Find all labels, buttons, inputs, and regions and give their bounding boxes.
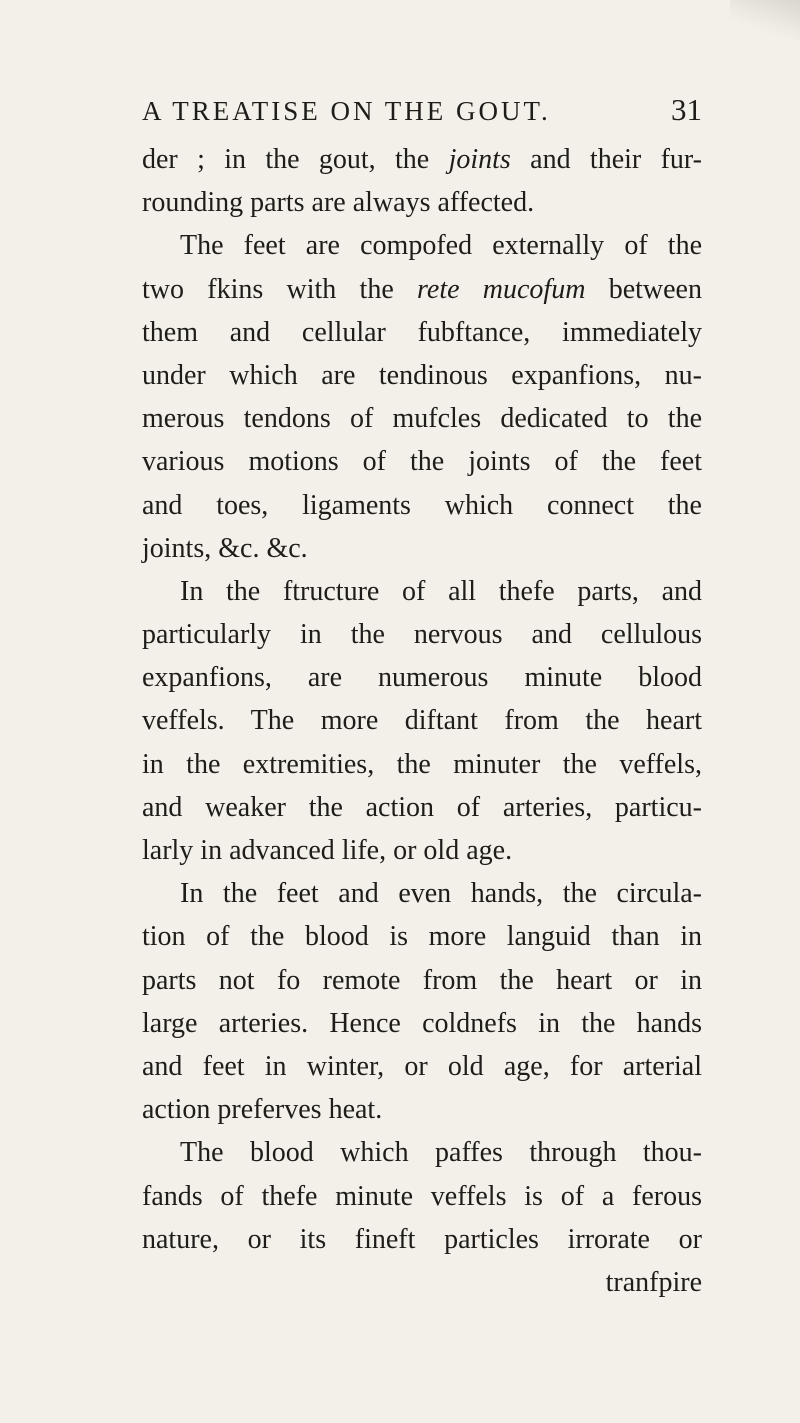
running-title: A TREATISE ON THE GOUT. [142, 96, 551, 126]
italic-term: rete mucofum [417, 273, 586, 305]
page-corner-fold [730, 0, 800, 40]
text-line: The feet are compofed externally of the [180, 230, 702, 262]
page-number: 31 [671, 92, 702, 127]
running-header [142, 90, 702, 134]
text-line: particularly in the nervous and cellulous [142, 619, 702, 651]
text-line: under which are tendinous expanfions, nu- [142, 359, 702, 391]
text-line: nature, or its fineft particles irrorate or [142, 1223, 702, 1255]
text-line: and toes, ligaments which connect the [142, 489, 702, 521]
text-span: between [585, 273, 702, 305]
text-line: action preferves heat. [142, 1094, 383, 1126]
text-line: tion of the blood is more languid than in [142, 921, 702, 953]
text-line [142, 268, 702, 311]
text-line: In the feet and even hands, the circula- [180, 878, 702, 910]
text-line: in the extremities, the minuter the veffels, [142, 748, 702, 780]
text-span: and their fur- [510, 144, 702, 175]
text-line: The blood which paffes through thou- [180, 1137, 702, 1169]
catchword: tranfpire [605, 1266, 702, 1298]
text-line: large arteries. Hence coldnefs in the hands [142, 1007, 702, 1039]
text-line: In the ftructure of all thefe parts, and [180, 575, 702, 607]
text-line: various motions of the joints of the feet [142, 446, 702, 478]
text-line [142, 138, 702, 181]
text-span: two fkins with the [142, 273, 418, 305]
text-line: parts not fo remote from the heart or in [142, 964, 702, 996]
text-line: them and cellular fubftance, immediately [142, 316, 702, 348]
text-line: larly in advanced life, or old age. [142, 835, 513, 866]
text-span: der ; in the gout, the [142, 144, 449, 175]
text-line: merous tendons of mufcles dedicated to the [142, 403, 702, 435]
text-line: expanfions, are numerous minute blood [142, 662, 702, 694]
body-text [142, 138, 702, 1304]
text-line: fands of thefe minute veffels is of a ferous [142, 1180, 702, 1212]
text-line: rounding parts are always affected. [142, 187, 535, 219]
text-line: and weaker the action of arteries, particu- [142, 791, 702, 823]
italic-term: joints [448, 144, 511, 175]
text-line: joints, &c. &c. [142, 532, 308, 564]
text-line: and feet in winter, or old age, for arterial [142, 1050, 702, 1082]
text-line: veffels. The more diftant from the heart [142, 705, 702, 737]
